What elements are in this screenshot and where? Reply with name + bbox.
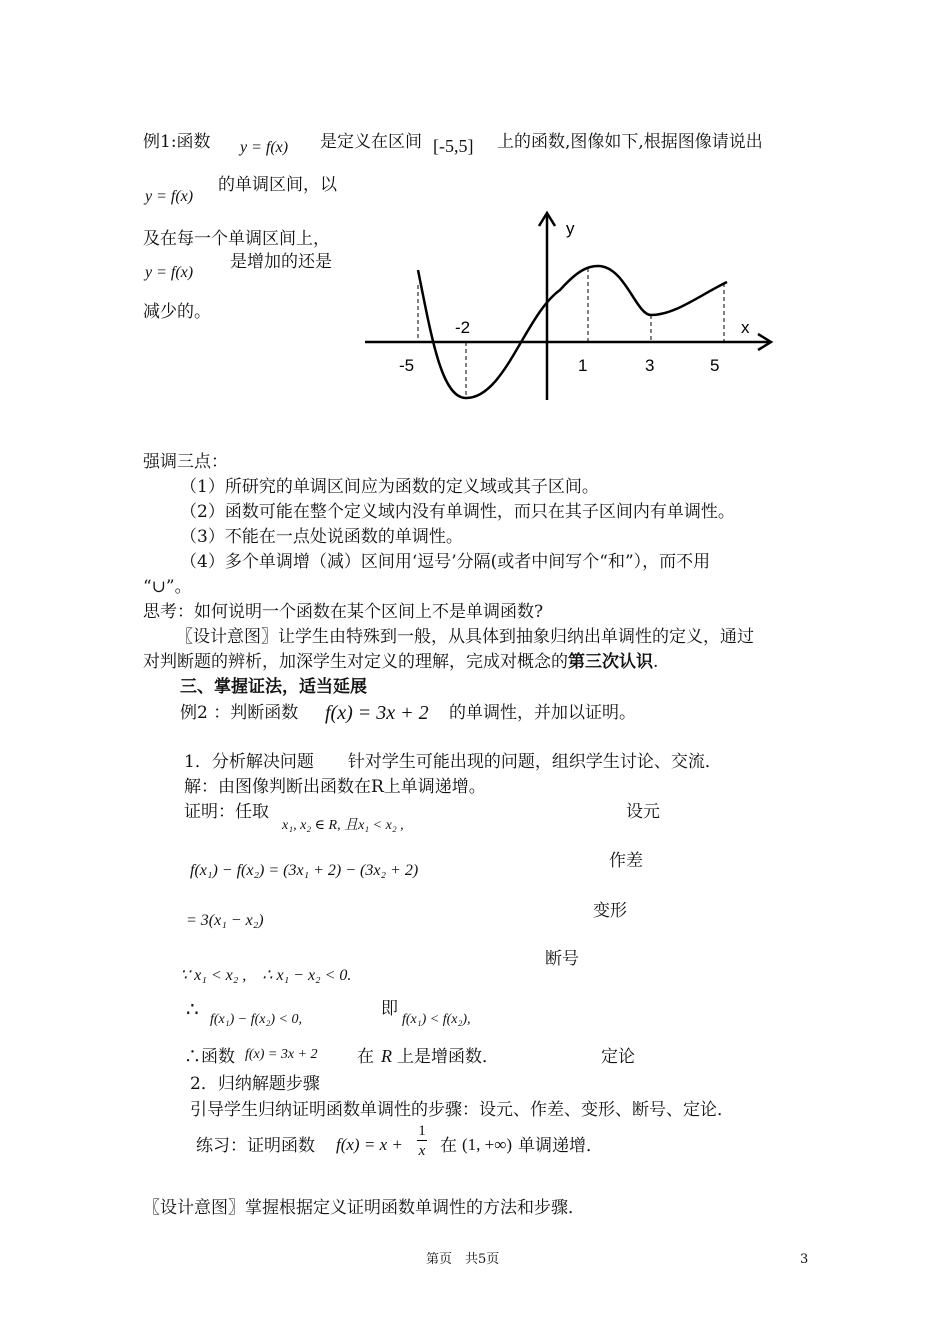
solution-line: 解：由图像判断出函数在R上单调递增。: [184, 777, 486, 797]
proof-step-3: 变形: [593, 901, 627, 921]
ex1-math-yfx-3: y = f(x): [145, 264, 194, 281]
design-intent-1-line-1: 〖设计意图〗让学生由特殊到一般，从具体到抽象归纳出单调性的定义，通过: [176, 627, 754, 647]
proof-conclusion-2: 在: [357, 1047, 374, 1067]
proof-math-fx: f(x) = 3x + 2: [245, 1047, 318, 1062]
emphasis-item-4: （4）多个单调增（减）区间用‘逗号’分隔(或者中间写个“和”），而不用: [180, 552, 711, 572]
emphasis-item-4-cont: “∪”。: [143, 577, 192, 597]
tick-label-1: 1: [578, 356, 588, 375]
tick-label-minus2: -2: [455, 318, 471, 337]
practice-text-2: 在: [440, 1136, 457, 1156]
summary-text: 引导学生归纳证明函数单调性的步骤：设元、作差、变形、断号、定论．: [190, 1100, 734, 1120]
ex1-text-5: 及在每一个单调区间上，: [143, 229, 330, 249]
proof-math-less: f(x₁) < f(x₂),: [402, 1012, 471, 1027]
x-axis-label: x: [741, 318, 750, 337]
section-heading-3: 三、掌握证法，适当延展: [180, 677, 367, 697]
therefore-symbol: ∴: [186, 997, 199, 1021]
proof-ji: 即: [381, 999, 398, 1019]
practice-text-1: 练习：证明函数: [196, 1136, 315, 1156]
proof-math-since: ∵ x₁ < x₂ , ∴ x₁ − x₂ < 0.: [180, 967, 352, 984]
emphasis-item-1: （1）所研究的单调区间应为函数的定义域或其子区间。: [180, 477, 599, 497]
ex1-text-3: 上的函数,图像如下,根据图像请说出: [497, 132, 763, 152]
tick-label-5: 5: [710, 356, 720, 375]
proof-math-diff: f(x₁) − f(x₂) = (3x₁ + 2) − (3x₂ + 2): [190, 862, 419, 879]
proof-conclusion-3: 上是增函数．: [397, 1047, 499, 1067]
practice-math-interval: (1, +∞): [462, 1135, 513, 1154]
ex2-math-fx: f(x) = 3x + 2: [325, 702, 429, 724]
practice-fraction: [416, 1122, 428, 1161]
emphasis-item-2: （2）函数可能在整个定义域内没有单调性，而只在其子区间内有单调性。: [180, 502, 735, 522]
emphasis-item-3: （3）不能在一点处说函数的单调性。: [180, 527, 463, 547]
y-axis-label: y: [566, 219, 575, 238]
proof-math-transform: = 3(x₁ − x₂): [186, 912, 264, 929]
design-intent-1-line-2: 对判断题的辨析，加深学生对定义的理解，完成对概念的第三次认识.: [143, 652, 659, 672]
design-intent-2: 〖设计意图〗掌握根据定义证明函数单调性的方法和步骤．: [143, 1198, 585, 1218]
proof-step-1: 设元: [626, 802, 660, 822]
ex1-text-4: 的单调区间，以: [218, 175, 337, 195]
ex1-text-7: 减少的。: [143, 302, 211, 322]
ex1-text-1: 例1:函数: [143, 132, 211, 152]
practice-text-3: 单调递增．: [518, 1136, 603, 1156]
tick-label-3: 3: [645, 356, 655, 375]
function-graph: [355, 205, 785, 410]
fraction-denominator: x: [418, 1143, 426, 1159]
proof-step-2: 作差: [609, 851, 643, 871]
footer-pages: 第页 共5页: [426, 1252, 500, 1267]
ex1-math-interval: [-5,5]: [433, 136, 474, 156]
proof-math-negative: f(x₁) − f(x₂) < 0,: [210, 1012, 302, 1027]
ex1-math-yfx-2: y = f(x): [145, 188, 194, 205]
emphasis-title: 强调三点：: [143, 452, 228, 472]
ex2-text-1: 例2 ：判断函数: [180, 703, 299, 723]
proof-math-R: R: [381, 1046, 392, 1066]
summary-title: 2．归纳解题步骤: [190, 1074, 320, 1094]
ex1-math-yfx: y = f(x): [240, 139, 289, 156]
fraction-numerator: 1: [418, 1123, 426, 1139]
think-question: 思考：如何说明一个函数在某个区间上不是单调函数?: [143, 602, 544, 622]
proof-math-take: x₁, x₂ ∈ R, 且x₁ < x₂ ,: [282, 818, 404, 833]
proof-conclusion-1: ∴函数: [184, 1047, 235, 1067]
analysis-line: 1．分析解决问题 针对学生可能出现的问题，组织学生讨论、交流．: [184, 752, 722, 772]
page-number: 3: [800, 1252, 809, 1267]
practice-math-fx: f(x) = x +: [336, 1135, 403, 1154]
ex1-text-2: 是定义在区间: [320, 132, 422, 152]
ex2-text-2: 的单调性，并加以证明。: [449, 703, 636, 723]
proof-step-5: 定论: [601, 1047, 635, 1067]
ex1-text-6: 是增加的还是: [230, 252, 332, 272]
proof-step-4: 断号: [545, 949, 579, 969]
proof-label: 证明：任取: [184, 802, 269, 822]
tick-label-minus5: -5: [399, 356, 415, 375]
